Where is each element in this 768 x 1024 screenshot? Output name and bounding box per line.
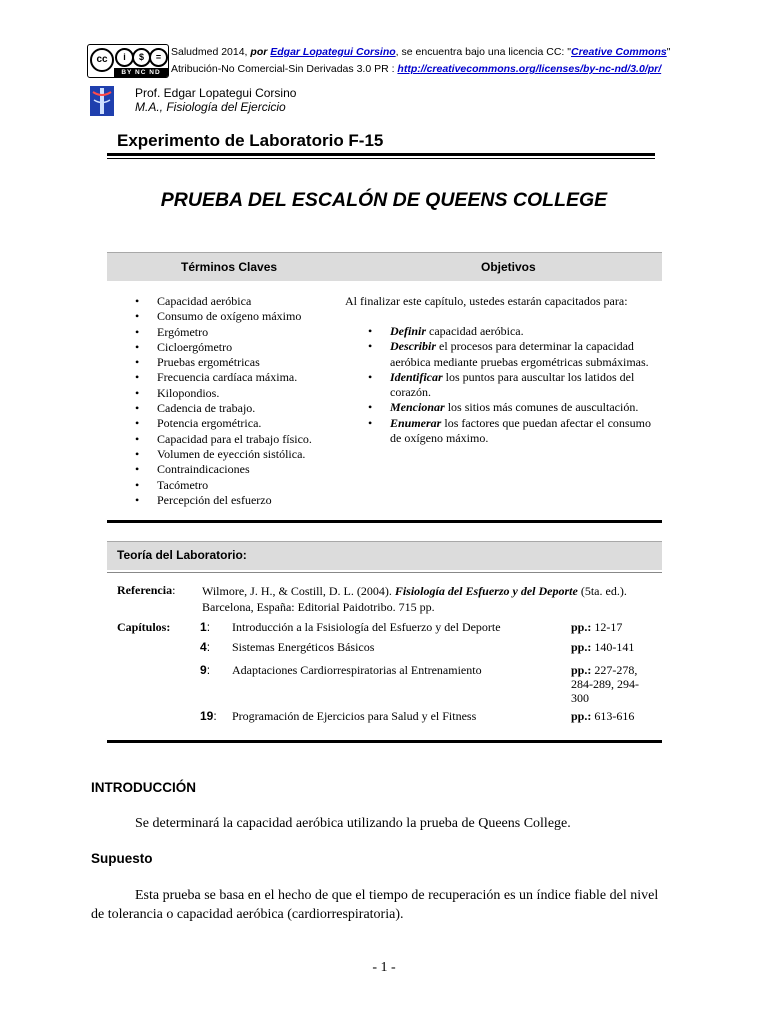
list-item: • Cicloergómetro [135, 340, 312, 355]
chapter-title: Sistemas Energéticos Básicos [232, 640, 375, 654]
supuesto-paragraph: Esta prueba se basa en el hecho de que el tiempo de recuperación es un índice fiable del nivel de tolerancia o capacidad aeróbica (cardiorrespiratoria). [91, 888, 659, 922]
author-link[interactable]: Edgar Lopategui Corsino [270, 46, 396, 58]
section-heading-supuesto: Supuesto [91, 851, 153, 866]
license-por: por [250, 46, 268, 58]
list-item [368, 339, 658, 370]
license-quote-end: " [666, 46, 671, 58]
page-title: PRUEBA DEL ESCALÓN DE QUEENS COLLEGE [160, 189, 608, 211]
license-header [87, 44, 687, 78]
chapter-pages: pp.: 227-278, 284-289, 294-300 [571, 663, 639, 705]
reference-book-title: Fisiología del Esfuerzo y del Deporte [394, 584, 578, 598]
chapter-number: 9: [200, 663, 211, 677]
objective-verb: Enumerar [390, 415, 442, 430]
key-terms-list [135, 294, 312, 508]
objectives-header-label: Objetivos [481, 260, 536, 274]
creative-commons-badge-icon[interactable] [87, 44, 169, 78]
theory-header-label: Teoría del Laboratorio: [117, 548, 247, 562]
chapter-pages: pp.: 12-17 [571, 620, 623, 634]
list-item: • Tacómetro [135, 478, 312, 493]
lab-title: Experimento de Laboratorio F-15 [117, 131, 384, 150]
reference-label-text: Referencia [117, 583, 173, 597]
author-logo-icon [90, 86, 114, 116]
divider [107, 158, 655, 159]
objective-verb: Mencionar [390, 400, 445, 415]
license-badge-strip: BY NC ND [114, 68, 168, 77]
section-heading-introduction: INTRODUCCIÓN [91, 780, 196, 795]
objectives-intro: Al finalizar este capítulo, ustedes estarán capacitados para: [345, 294, 628, 308]
license-prefix: Saludmed 2014, [171, 46, 251, 58]
list-item: • Capacidad aeróbica [135, 294, 312, 309]
divider [107, 740, 662, 743]
list-item [368, 416, 658, 447]
list-item: • Cadencia de trabajo. [135, 401, 312, 416]
reference-authors: Wilmore, J. H., & Costill, D. L. (2004). [202, 584, 395, 598]
list-item [368, 370, 658, 401]
chapter-pages: pp.: 613-616 [571, 709, 635, 723]
list-item: • Potencia ergométrica. [135, 416, 312, 431]
list-item [368, 400, 658, 415]
creative-commons-link[interactable]: Creative Commons [571, 46, 667, 58]
chapter-number: 4: [200, 640, 211, 654]
reference-publisher: (5ta. ed.). Barcelona, España: Editorial Paidotribo. 715 pp. [202, 584, 627, 614]
reference-citation [202, 583, 657, 615]
list-item: • Percepción del esfuerzo [135, 493, 312, 508]
license-url-link[interactable]: http://creativecommons.org/licenses/by-nc-nd/3.0/pr/ [397, 63, 662, 75]
noncommercial-icon: $ [132, 48, 151, 67]
divider [107, 572, 662, 573]
author-degree: M.A., Fisiología del Ejercicio [135, 100, 286, 114]
noderivs-icon: = [149, 48, 168, 67]
list-item: • Capacidad para el trabajo físico. [135, 432, 312, 447]
introduction-paragraph: Se determinará la capacidad aeróbica utilizando la prueba de Queens College. [135, 816, 571, 831]
list-item: • Frecuencia cardíaca máxima. [135, 370, 312, 385]
page-number: - 1 - [372, 960, 396, 975]
chapter-title: Adaptaciones Cardiorrespiratorias al Entrenamiento [232, 663, 482, 677]
license-middle: , se encuentra bajo una licencia CC: " [395, 46, 571, 58]
list-item: • Consumo de oxígeno máximo [135, 309, 312, 324]
objective-verb: Definir [390, 324, 426, 338]
objectives-list [368, 324, 658, 446]
objective-verb: Describir [390, 339, 436, 354]
objective-text: capacidad aeróbica. [426, 324, 524, 338]
chapter-pages: pp.: 140-141 [571, 640, 635, 654]
list-item [368, 324, 658, 339]
list-item: • Volumen de eyección sistólica. [135, 447, 312, 462]
list-item: • Contraindicaciones [135, 462, 312, 477]
objective-text: los puntos para auscultar los latidos del corazón. [390, 369, 635, 400]
license-line-2 [171, 61, 670, 78]
objective-text: el procesos para determinar la capacidad aeróbica mediante pruebas ergométricas submáximas. [390, 339, 649, 369]
license-text [171, 44, 670, 78]
author-name: Prof. Edgar Lopategui Corsino [135, 86, 297, 100]
license-type: Atribución-No Comercial-Sin Derivadas 3.0 PR : [171, 63, 398, 75]
list-item: • Pruebas ergométricas [135, 355, 312, 370]
license-line-1 [171, 44, 670, 61]
reference-colon: : [172, 583, 176, 597]
objective-verb: Identificar [390, 369, 443, 384]
chapters-label: Capítulos: [117, 620, 171, 634]
author-info [135, 86, 296, 114]
terms-header-label: Términos Claves [181, 260, 278, 274]
reference-label [117, 583, 175, 598]
divider [107, 520, 662, 523]
theory-header [107, 541, 662, 570]
chapter-number: 19: [200, 709, 217, 723]
attribution-icon: i [115, 48, 134, 67]
objective-text: los sitios más comunes de auscultación. [444, 400, 639, 415]
objective-text: los factores que puedan afectar el consumo de oxígeno máximo. [390, 415, 651, 446]
cc-symbol-icon: cc [90, 48, 114, 72]
chapter-number: 1: [200, 620, 211, 634]
chapter-title: Introducción a la Fsisiología del Esfuerzo y del Deporte [232, 620, 501, 634]
list-item: • Kilopondios. [135, 386, 312, 401]
chapter-title: Programación de Ejercicios para Salud y el Fitness [232, 709, 477, 723]
terms-objectives-header [107, 252, 662, 281]
list-item: • Ergómetro [135, 325, 312, 340]
divider [107, 153, 655, 156]
